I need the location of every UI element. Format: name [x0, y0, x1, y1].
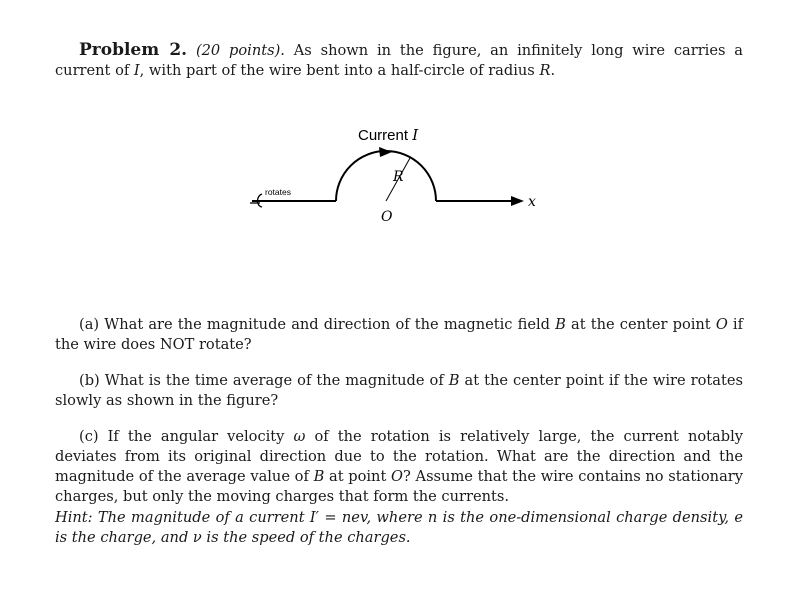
intro-text-3: .: [550, 62, 556, 79]
rotates-label: rotates: [265, 187, 291, 197]
current-label: Current I: [358, 126, 419, 144]
intro-radius-symbol: R: [539, 62, 551, 79]
hint-text: Hint: The magnitude of a current I′ = nev, where n is the one-dimensional charge density, e is the charge, and ν is the speed of the charges.: [55, 509, 743, 546]
part-b-question: (b) What is the time average of the magnitude of B at the center point if the wire rotates slowly as shown in the figure?: [55, 372, 743, 409]
problem-intro: [55, 40, 743, 81]
axis-label: x: [528, 194, 536, 210]
problem-heading: Problem 2.: [79, 40, 188, 60]
part-a-question: (a) What are the magnitude and direction of the magnetic field B at the center point O if the wire does NOT rotate?: [55, 316, 743, 353]
current-arrow-icon: [379, 147, 392, 157]
intro-text-1: As shown in the figure, an infinitely long wire carries a current of: [55, 42, 744, 79]
part-c-question: (c) If the angular velocity ω of the rotation is relatively large, the current notably deviates from its original direction due to the rotation. What are the direction and the magnitude of the average value of B at point O? Assume that the wire contains no stationary charges, but only the moving charges that form the currents.: [55, 428, 744, 505]
wire-semicircle: [336, 151, 436, 201]
intro-text-2: , with part of the wire bent into a half-circle of radius: [139, 62, 540, 79]
wire-figure: [240, 118, 560, 230]
intro-current-symbol: I: [133, 62, 140, 79]
problem-points: (20 points).: [195, 42, 285, 59]
radius-label: R: [393, 169, 404, 185]
x-axis-arrow-icon: [511, 196, 524, 206]
center-label: O: [381, 209, 393, 225]
